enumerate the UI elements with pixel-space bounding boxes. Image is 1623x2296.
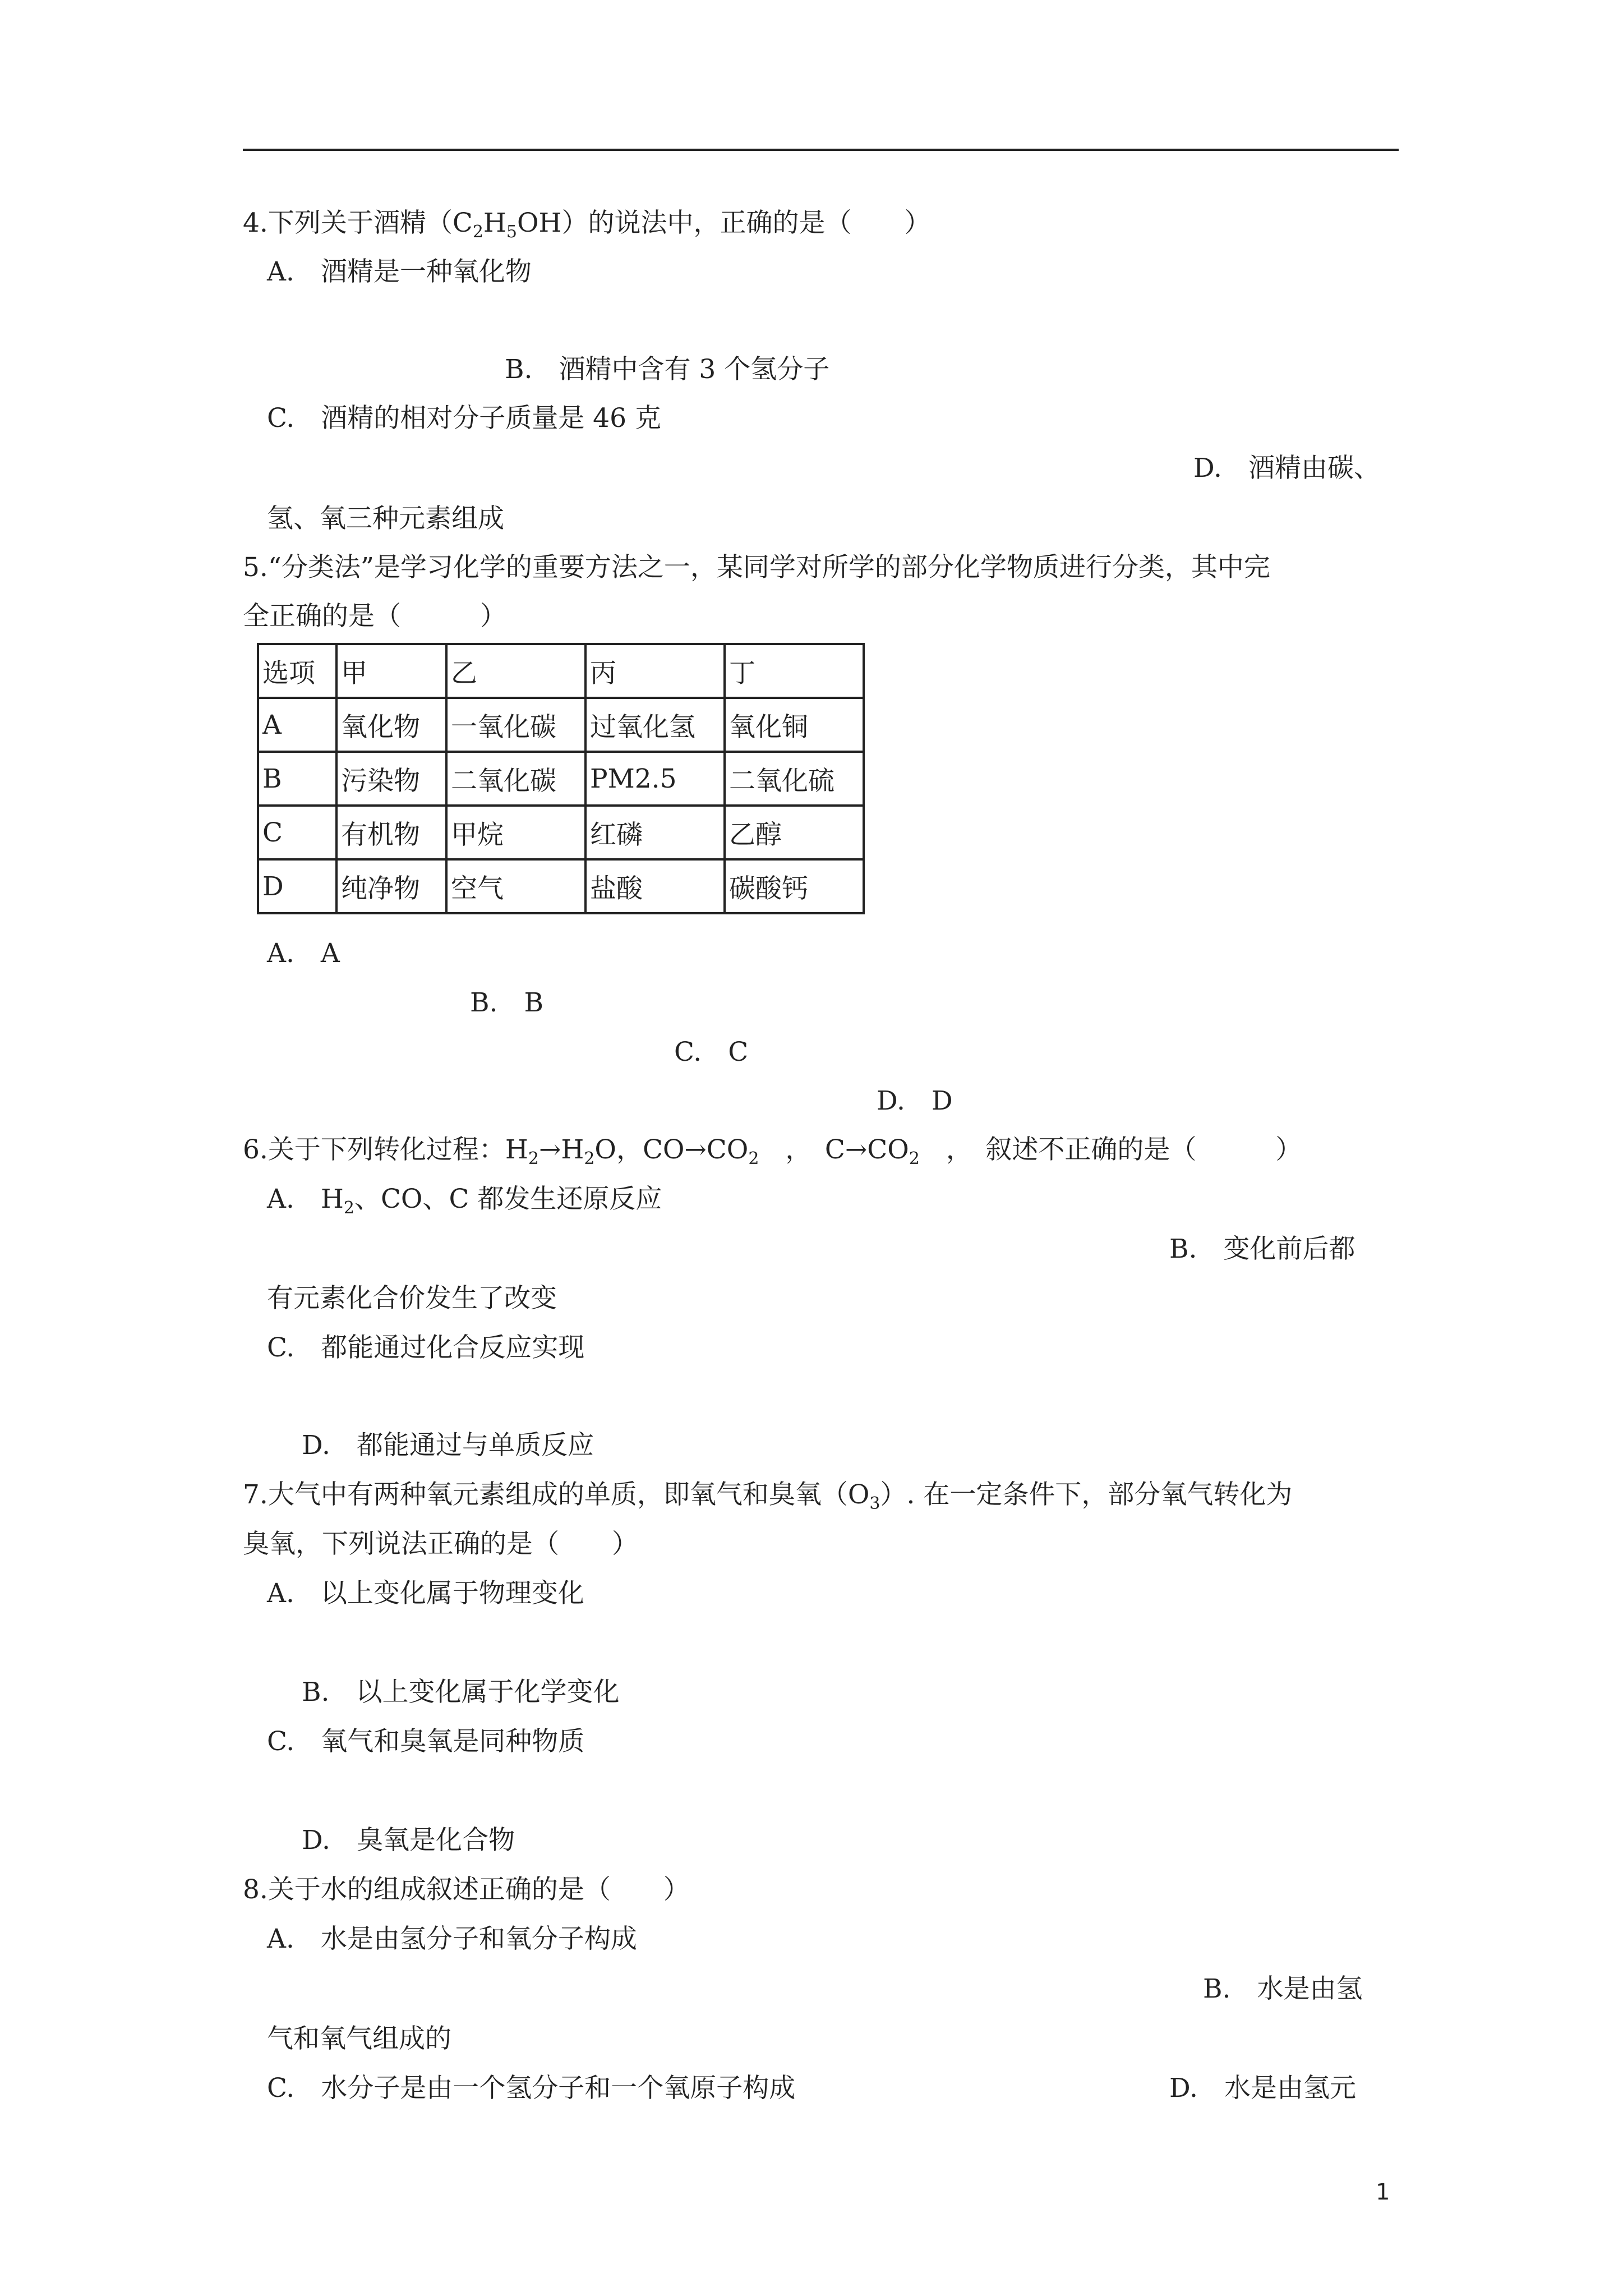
table-cell: 空气 [446,859,585,913]
q4-option-d-cont: 氢、氧三种元素组成 [267,503,504,534]
q6-option-b: B. 变化前后都 [1169,1234,1355,1264]
q5-stem-line2: 全正确的是（ ） [243,601,506,632]
table-cell: 二氧化碳 [446,752,585,806]
q6-option-d: D. 都能通过与单质反应 [302,1430,594,1461]
q8-option-b-cont: 气和氧气组成的 [267,2023,451,2054]
table-cell: D [258,859,336,913]
q5-option-b: B. B [470,987,544,1018]
table-cell: 氧化铜 [725,698,864,752]
q7-stem-line1: 7.大气中有两种氧元素组成的单质，即氧气和臭氧$(O_3)$. 在一定条件下，部分氧气转化为 [243,1479,1293,1513]
q8-option-b: B. 水是由氢 [1203,1973,1363,2004]
table-cell: 纯净物 [336,859,446,913]
table-cell: 一氧化碳 [446,698,585,752]
table-cell: 污染物 [336,752,446,806]
table-header-cell: 乙 [446,644,585,698]
q6-option-b-cont: 有元素化合价发生了改变 [267,1283,557,1314]
table-row [258,806,864,859]
q8-option-a: A. 水是由氢分子和氧分子构成 [267,1924,637,1954]
table-cell: B [258,752,336,806]
table-header-cell: 丁 [725,644,864,698]
q4-option-a: A. 酒精是一种氧化物 [267,256,532,287]
q5-option-a: A. A [267,938,340,969]
table-header-cell: 丙 [585,644,725,698]
table-cell: PM2.5 [585,752,725,806]
q5-option-d: D. D [877,1085,953,1116]
q7-option-a: A. 以上变化属于物理变化 [267,1578,584,1609]
q4-stem: 4.下列关于酒精$(C_2H_5OH)$的说法中，正确的是（ ） [243,208,931,242]
table-cell: 二氧化硫 [725,752,864,806]
table-cell: 红磷 [585,806,725,859]
table-header-cell: 选项 [258,644,336,698]
header-rule [243,149,1399,151]
q6-stem: 6.关于下列转化过程：$H_2\to H_2O$，$CO\to CO_2$ ， $C\to CO_2$ ， 叙述不正确的是（ ） [243,1134,1302,1168]
table-cell: 碳酸钙 [725,859,864,913]
q4-option-d: D. 酒精由碳、 [1193,453,1380,484]
table-cell: 甲烷 [446,806,585,859]
table-cell: 盐酸 [585,859,725,913]
q7-option-b: B. 以上变化属于化学变化 [302,1677,620,1708]
q4-option-b: B. 酒精中含有 3 个氢分子 [505,354,830,385]
classification-table [257,643,865,914]
q7-stem-line2: 臭氧，下列说法正确的是（ ） [243,1529,638,1559]
table-header-row [258,644,864,698]
q8-option-c: C. 水分子是由一个氢分子和一个氧原子构成 [267,2073,796,2104]
table-cell: A [258,698,336,752]
table-cell: C [258,806,336,859]
table-row [258,698,864,752]
table-cell: 有机物 [336,806,446,859]
q4-option-c: C. 酒精的相对分子质量是 46 克 [267,403,661,434]
table-row [258,859,864,913]
q5-option-c: C. C [674,1037,749,1068]
q6-option-c: C. 都能通过化合反应实现 [267,1332,585,1363]
table-cell: 氧化物 [336,698,446,752]
q6-option-a: A. $H_2$、CO、C 都发生还原反应 [267,1184,662,1218]
q5-stem-line1: 5.“分类法”是学习化学的重要方法之一，某同学对所学的部分化学物质进行分类，其中完 [243,552,1270,583]
page-number: 1 [1376,2179,1390,2205]
table-header-cell: 甲 [336,644,446,698]
q7-option-d: D. 臭氧是化合物 [302,1825,515,1856]
table-row [258,752,864,806]
table-cell: 过氧化氢 [585,698,725,752]
q7-option-c: C. 氧气和臭氧是同种物质 [267,1726,585,1757]
table-cell: 乙醇 [725,806,864,859]
q8-stem: 8.关于水的组成叙述正确的是（ ） [243,1874,690,1905]
q8-option-d: D. 水是由氢元 [1169,2073,1356,2104]
